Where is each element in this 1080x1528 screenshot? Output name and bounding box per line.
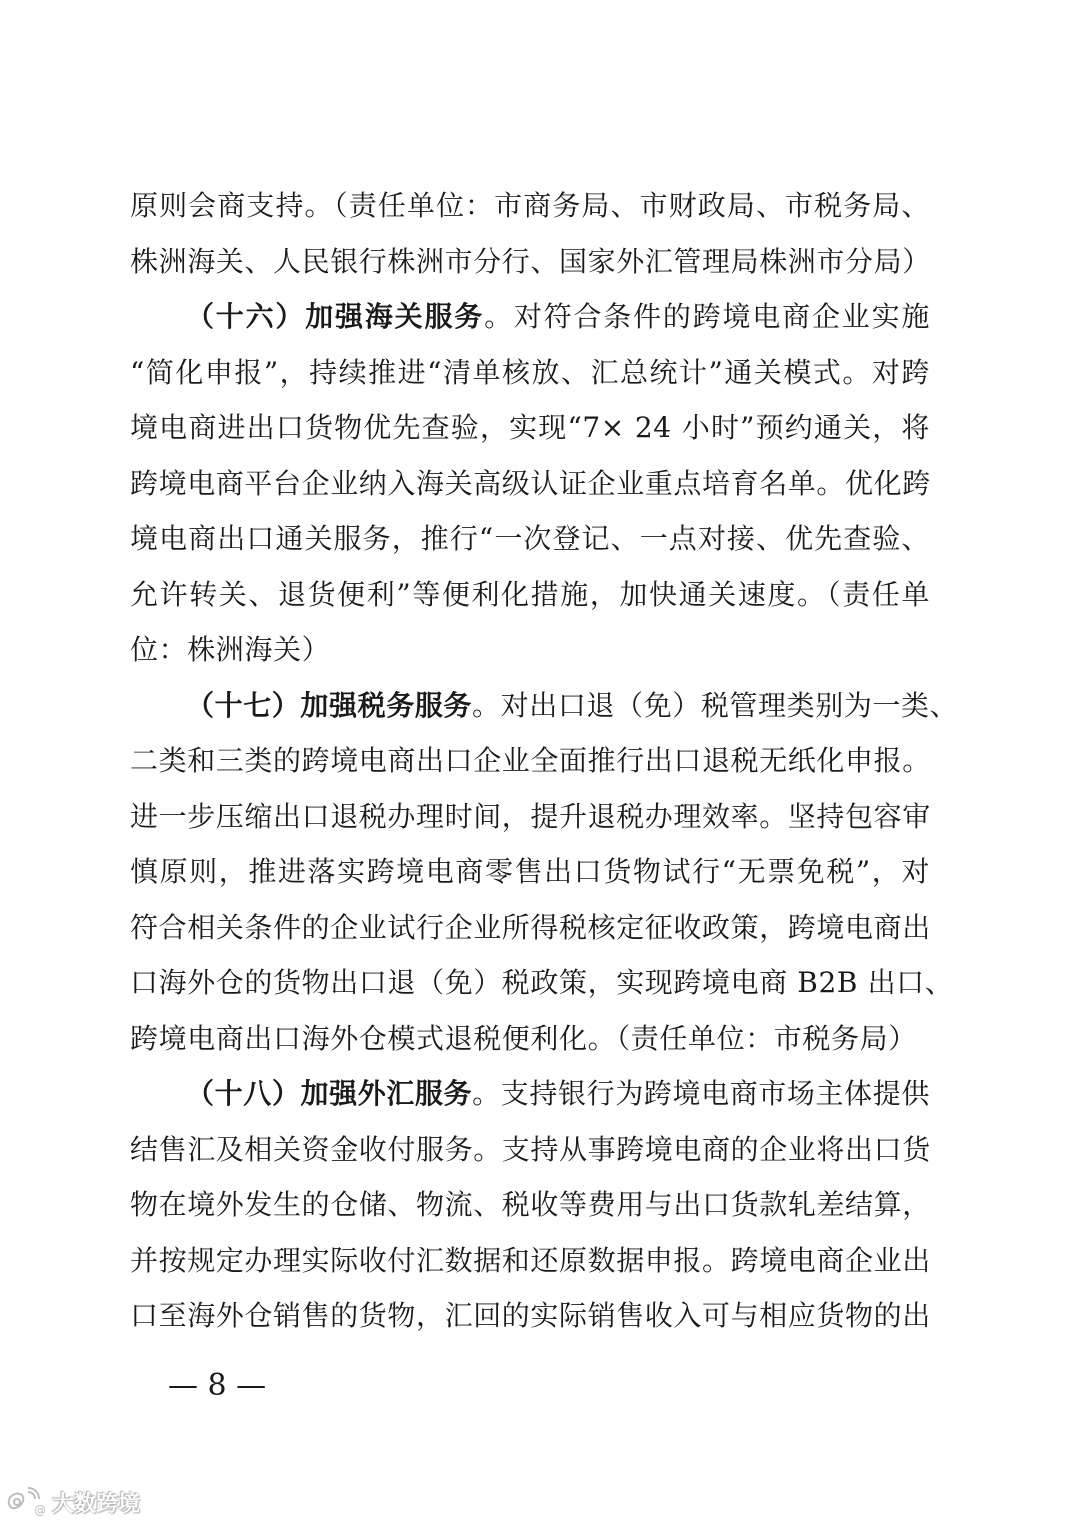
text-line: 境电商进出口货物优先查验，实现“7× 24 小时”预约通关，将 (130, 411, 930, 444)
text-span: 。对符合条件的跨境电商企业实施 (484, 300, 930, 333)
svg-text:@: @ (34, 1503, 46, 1517)
text-span: 。支持银行为跨境电商市场主体提供 (472, 1077, 930, 1110)
section-heading: （十八）加强外汇服务 (186, 1077, 473, 1110)
text-line: 结售汇及相关资金收付服务。支持从事跨境电商的企业将出口货 (130, 1132, 931, 1166)
text-line: 慎原则，推进落实跨境电商零售出口货物试行“无票免税”，对 (130, 855, 930, 888)
text-line: 境电商出口通关服务，推行“一次登记、一点对接、优先查验、 (130, 522, 930, 555)
text-line: 跨境电商出口海外仓模式退税便利化。（责任单位：市税务局） (130, 1021, 917, 1055)
text-line: 物在境外发生的仓储、物流、税收等费用与出口货款轧差结算， (130, 1188, 931, 1221)
text-line: “简化申报”，持续推进“清单核放、汇总统计”通关模式。对跨 (130, 355, 930, 389)
text-line: 二类和三类的跨境电商出口企业全面推行出口退税无纸化申报。 (130, 744, 931, 777)
section-heading: （十七）加强税务服务 (186, 688, 473, 722)
watermark (4, 1484, 140, 1520)
watermark-text: 大数跨境 (52, 1491, 141, 1517)
text-line: 并按规定办理实际收付汇数据和还原数据申报。跨境电商企业出 (130, 1243, 931, 1277)
text-line: 株洲海关、人民银行株洲市分行、国家外汇管理局株洲市分局） (130, 244, 931, 278)
text-line: 原则会商支持。（责任单位：市商务局、市财政局、市税务局、 (130, 189, 930, 222)
section-heading: （十六）加强海关服务 (186, 300, 485, 333)
text-line: 符合相关条件的企业试行企业所得税核定征收政策，跨境电商出 (130, 910, 931, 944)
weibo-logo-icon (4, 1486, 48, 1518)
text-line: 跨境电商平台企业纳入海关高级认证企业重点培育名单。优化跨 (130, 466, 931, 500)
body-text (130, 178, 959, 1344)
paragraph-first-line (130, 1066, 930, 1122)
text-span: 。对出口退（免）税管理类别为一类、 (472, 688, 959, 722)
text-line: 位：株洲海关） (130, 633, 331, 666)
paragraph-first-line (130, 289, 930, 345)
text-line: 进一步压缩出口退税办理时间，提升退税办理效率。坚持包容审 (130, 799, 931, 833)
paragraph-first-line (130, 678, 959, 734)
text-line: 口至海外仓销售的货物，汇回的实际销售收入可与相应货物的出 (130, 1299, 931, 1332)
text-line: 口海外仓的货物出口退（免）税政策，实现跨境电商 B2B 出口、 (130, 966, 954, 999)
text-line: 允许转关、退货便利”等便利化措施，加快通关速度。（责任单 (130, 577, 930, 611)
page-number: — 8 — (168, 1368, 267, 1403)
